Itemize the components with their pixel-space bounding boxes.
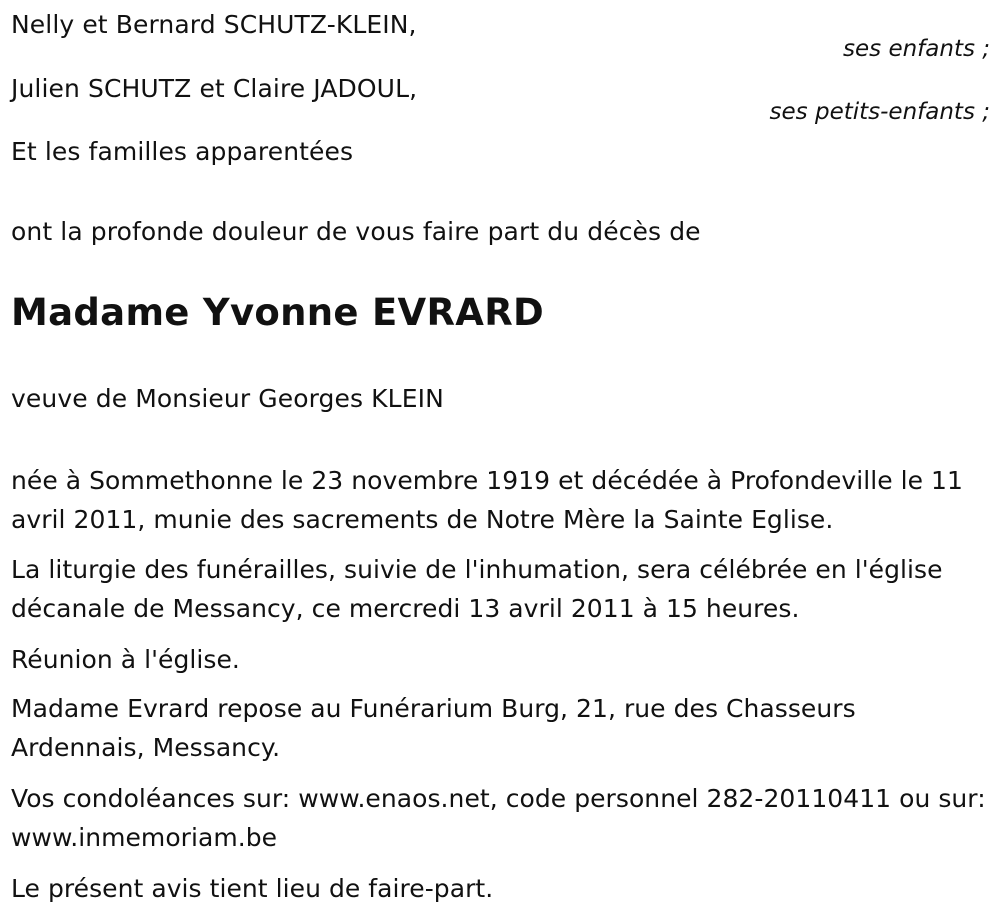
- grandchildren-relation: ses petits-enfants ;: [769, 99, 990, 125]
- rest-paragraph: Madame Evrard repose au Funérarium Burg, 21, rue des Chasseurs Ardennais, Messancy.: [11, 694, 856, 762]
- children-names: Nelly et Bernard SCHUTZ-KLEIN,: [11, 10, 417, 39]
- deceased-name: Madame Yvonne EVRARD: [11, 291, 544, 334]
- children-relation: ses enfants ;: [843, 36, 990, 62]
- condolences-paragraph: Vos condoléances sur: www.enaos.net, code personnel 282-20110411 ou sur: www.inmemoriam.be: [11, 784, 986, 852]
- meeting-paragraph: Réunion à l'église.: [11, 645, 240, 674]
- related-families: Et les familles apparentées: [11, 137, 354, 166]
- announcement-text: ont la profonde douleur de vous faire part du décès de: [11, 217, 701, 246]
- funeral-paragraph: La liturgie des funérailles, suivie de l'inhumation, sera célébrée en l'église décanale de Messancy, ce mercredi 13 avril 2011 à 15 heures.: [11, 555, 943, 623]
- notice-paragraph: Le présent avis tient lieu de faire-part.: [11, 874, 494, 903]
- deceased-spouse: veuve de Monsieur Georges KLEIN: [11, 384, 444, 413]
- grandchildren-names: Julien SCHUTZ et Claire JADOUL,: [11, 74, 418, 103]
- birth-death-paragraph: née à Sommethonne le 23 novembre 1919 et décédée à Profondeville le 11 avril 2011, munie des sacrements de Notre Mère la Sainte Eglise.: [11, 466, 963, 534]
